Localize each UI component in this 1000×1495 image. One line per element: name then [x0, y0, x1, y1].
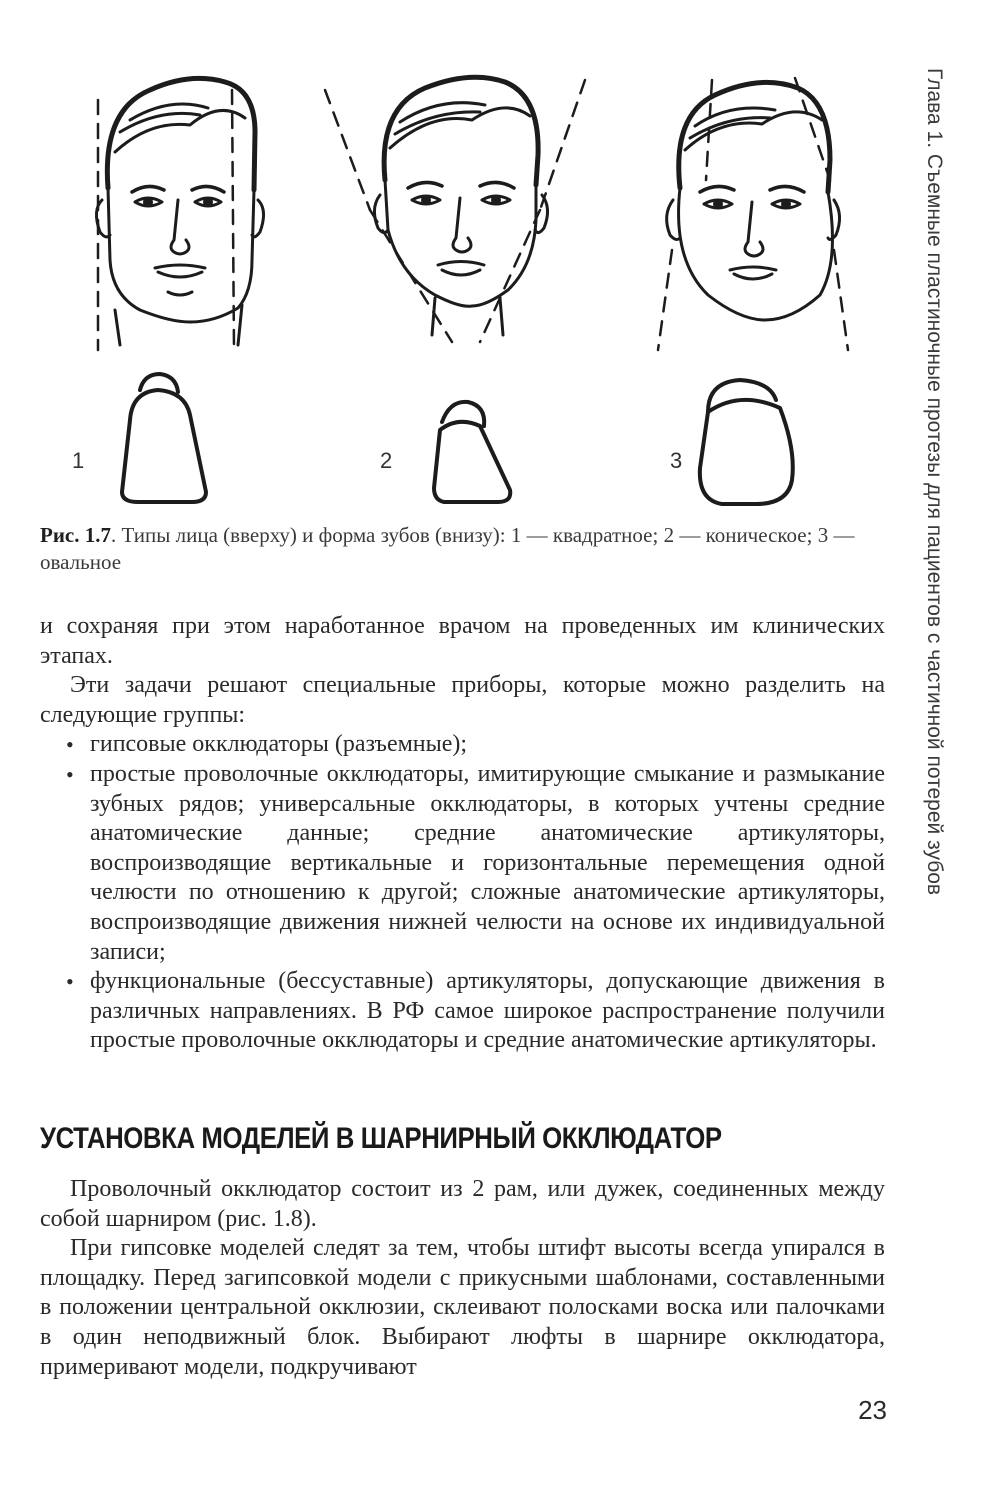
caption-text: . Типы лица (вверху) и форма зубов (внизу): 1 — квадратное; 2 — коническое; 3 — овальное — [40, 523, 855, 574]
tooth-oval-drawing — [700, 380, 793, 504]
running-head: Глава 1. Съемные пластиночные протезы для пациентов с частичной потерей зубов — [923, 68, 946, 896]
paragraph-intro-groups: Эти задачи решают специальные приборы, которые можно разделить на следующие группы: — [40, 672, 885, 728]
groups-list — [40, 730, 885, 1056]
face-oval-drawing — [658, 78, 848, 350]
figure-face-types — [40, 60, 880, 510]
paragraph-occluder-structure: Проволочный окклюдатор состоит из 2 рам, или дужек, соединенных между собой шарниром (рис. 1.8). — [40, 1176, 885, 1232]
face-tooth-illustration — [40, 60, 880, 510]
face-square-drawing — [96, 78, 263, 350]
list-item: • простые проволочные окклюдаторы, имитирующие смыкание и размыкание зубных рядов; универсальные окклюдаторы, в которых учтены средние анатомические данные; средние анатомические артикуляторы, воспроизводящие вертикальные и горизонтальные перемещения одной челюсти по отношению к другой; сложные анатомические артикуляторы, воспроизводящие движения нижней челюсти на основе их индивидуальной записи; — [90, 760, 885, 967]
face-conical-drawing — [325, 77, 585, 342]
page-number: 23 — [858, 1395, 887, 1425]
panel-label-2: 2 — [380, 448, 393, 473]
section-heading: УСТАНОВКА МОДЕЛЕЙ В ШАРНИРНЫЙ ОККЛЮДАТОР — [40, 1122, 722, 1155]
figure-caption — [40, 522, 885, 576]
list-item: • функциональные (бессуставные) артикуляторы, допускающие движения в различных направлениях. В РФ самое широкое распространение получили простые проволочные окклюдаторы и средние анатомические артикуляторы. — [90, 967, 885, 1056]
body-text — [40, 612, 885, 1056]
section-body — [40, 1175, 885, 1382]
paragraph-continuation: и сохраняя при этом наработанное врачом на проведенных им клинических этапах. — [40, 613, 885, 669]
paragraph-plastering: При гипсовке моделей следят за тем, чтобы штифт высоты всегда упирался в площадку. Перед загипсовкой модели с прикусными шаблонами, составленными в положении центральной окклюзии, склеивают полосками воска или палочками в один неподвижный блок. Выбирают люфты в шарнире окклюдатора, примеривают модели, подкручивают — [40, 1235, 885, 1380]
list-item: • гипсовые окклюдаторы (разъемные); — [90, 730, 885, 760]
panel-label-3: 3 — [670, 448, 683, 473]
panel-label-1: 1 — [72, 448, 85, 473]
tooth-square-drawing — [122, 374, 206, 502]
tooth-conical-drawing — [434, 402, 510, 502]
caption-label: Рис. 1.7 — [40, 523, 111, 547]
